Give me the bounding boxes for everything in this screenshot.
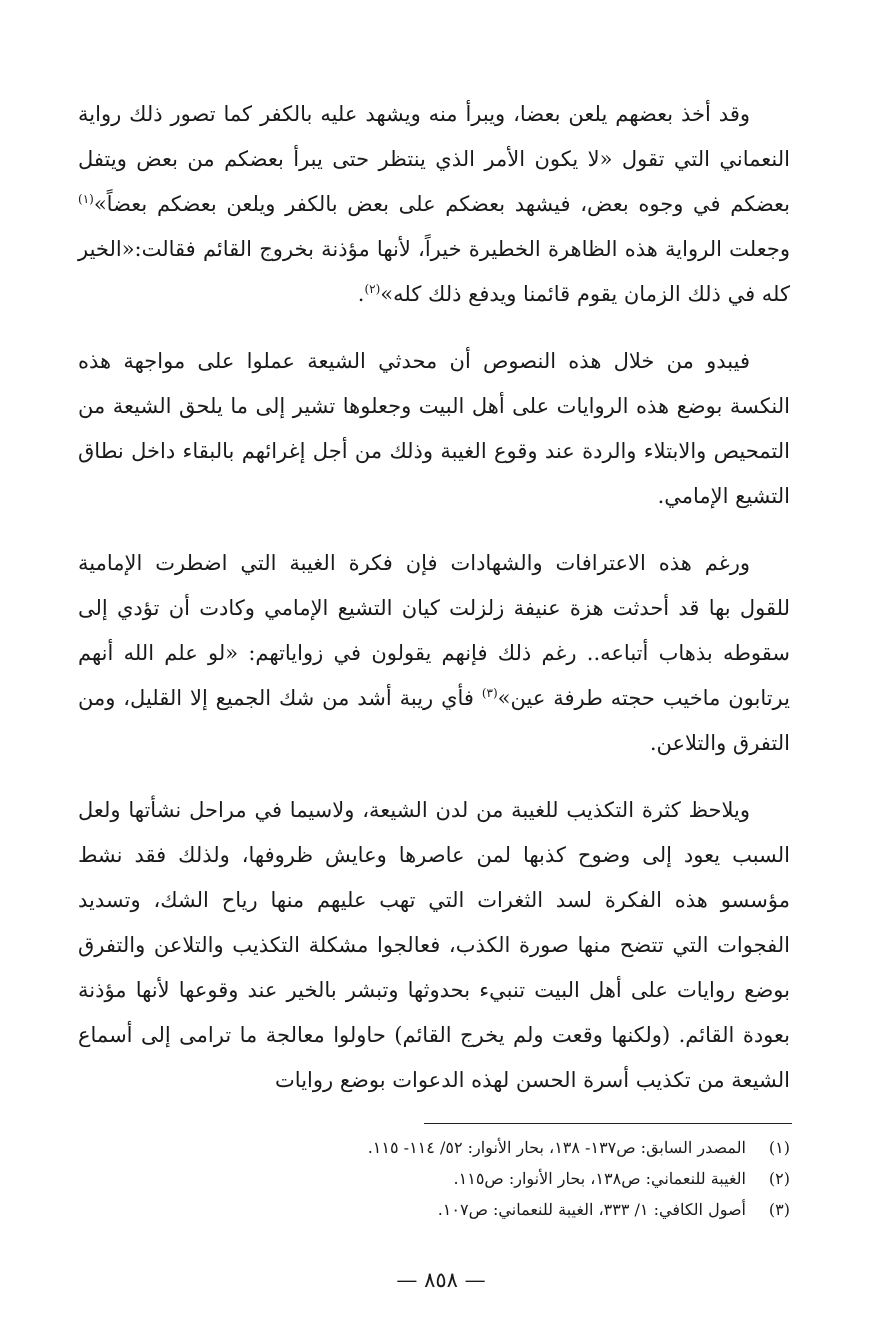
footnotes xyxy=(160,1132,790,1225)
body-text xyxy=(78,92,790,1103)
paragraph-2 xyxy=(78,339,790,519)
footnote-number: (٣) xyxy=(768,1200,790,1219)
paragraph-3 xyxy=(78,541,790,766)
footnote-text: أصول الكافي: ١/ ٣٣٣، الغيبة للنعماني: ص١٠٧. xyxy=(437,1200,746,1219)
paragraph-1 xyxy=(78,92,790,317)
footnote-number: (١) xyxy=(768,1138,790,1157)
footnote-ref-3: (٣) xyxy=(481,686,498,700)
paragraph-4 xyxy=(78,788,790,1103)
paragraph-3-text-b: فأي ريبة أشد من شك الجميع إلا القليل، ومن التفرق والتلاعن. xyxy=(78,686,790,755)
footnote-text: الغيبة للنعماني: ص١٣٨، بحار الأنوار: ص١١٥. xyxy=(453,1169,746,1188)
paragraph-1-text-c: . xyxy=(357,282,365,306)
footnote-ref-1: (١) xyxy=(78,192,94,206)
footnote-ref-2: (٢) xyxy=(364,282,381,296)
footnote-1 xyxy=(160,1132,790,1163)
page-number: — ٨٥٨ — xyxy=(396,1268,486,1292)
footnote-divider xyxy=(424,1123,792,1124)
paragraph-2-text: فيبدو من خلال هذه النصوص أن محدثي الشيعة عملوا على مواجهة هذه النكسة بوضع هذه الروايات على أهل البيت وجعلوها تشير إلى ما يلحق الشيعة من التمحيص والابتلاء والردة عند وقوع الغيبة وذلك من أجل إغرائهم بالبقاء داخل نطاق التشيع الإمامي. xyxy=(78,349,790,508)
paragraph-3-text-a: ورغم هذه الاعترافات والشهادات فإن فكرة الغيبة التي اضطرت الإمامية للقول بها قد أحدثت هزة عنيفة زلزلت كيان التشيع الإمامي وكادت أن تؤدي إلى سقوطه بذهاب أتباعه.. رغم ذلك فإنهم يقولون في زواياتهم: «لو علم الله أنهم يرتابون ماخيب حجته طرفة عين» xyxy=(78,551,790,710)
paragraph-1-text-a: وقد أخذ بعضهم يلعن بعضا، ويبرأ منه ويشهد عليه بالكفر كما تصور ذلك رواية النعماني التي تقول «لا يكون الأمر الذي ينتظر حتى يبرأ بعضكم من بعض ويتفل بعضكم في وجوه بعض، فيشهد بعضكم على بعض بالكفر ويلعن بعضكم بعضاً» xyxy=(78,102,790,216)
footnote-number: (٢) xyxy=(768,1169,790,1188)
paragraph-1-text-b: وجعلت الرواية هذه الظاهرة الخطيرة خيراً، لأنها مؤذنة بخروج القائم فقالت:«الخير كله في ذلك الزمان يقوم قائمنا ويدفع ذلك كله» xyxy=(78,237,790,306)
footnote-2 xyxy=(160,1163,790,1194)
paragraph-4-text: ويلاحظ كثرة التكذيب للغيبة من لدن الشيعة، ولاسيما في مراحل نشأتها ولعل السبب يعود إلى وضوح كذبها لمن عاصرها وعايش ظروفها، ولذلك فقد نشط مؤسسو هذه الفكرة لسد الثغرات التي تهب عليهم منها رياح الشك، وتسديد الفجوات التي تتضح منها صورة الكذب، فعالجوا مشكلة التكذيب والتلاعن والتفرق بوضع روايات على أهل البيت تنبيء بحدوثها وتبشر بالخير عند وقوعها لأنها مؤذنة بعودة القائم. (ولكنها وقعت ولم يخرج القائم) حاولوا معالجة ما ترامى إلى أسماع الشيعة من تكذيب أسرة الحسن لهذه الدعوات بوضع روايات xyxy=(78,798,790,1092)
footnote-text: المصدر السابق: ص١٣٧- ١٣٨، بحار الأنوار: ٥٢/ ١١٤- ١١٥. xyxy=(367,1138,746,1157)
footnote-3 xyxy=(160,1194,790,1225)
